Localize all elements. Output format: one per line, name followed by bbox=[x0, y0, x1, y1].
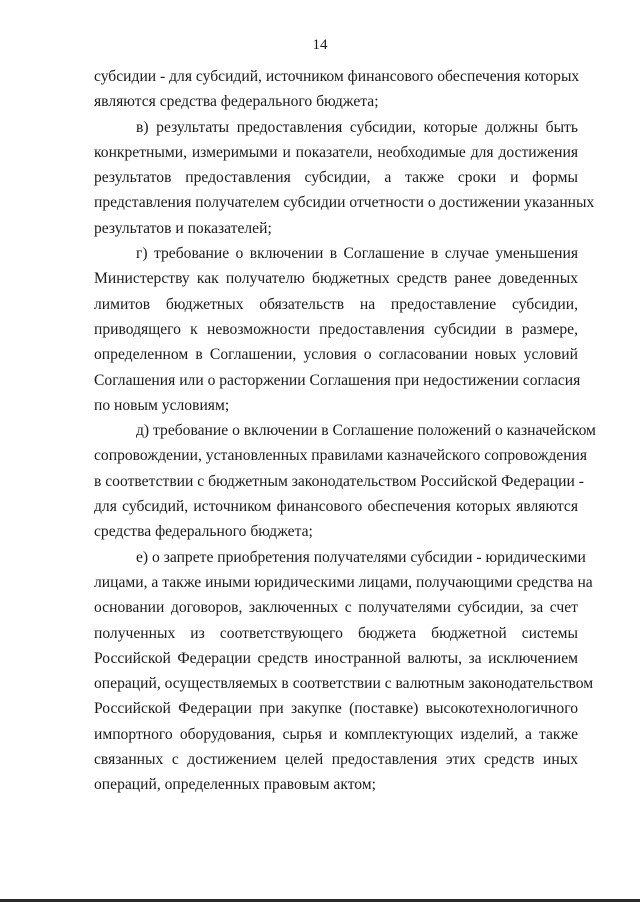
text-line: в соответствии с бюджетным законодательством Российской Федерации - bbox=[94, 472, 584, 490]
text-line: полученных из соответствующего бюджета бюджетной системы bbox=[94, 624, 578, 642]
text-line: приводящего к невозможности предоставления субсидии в размере, bbox=[94, 320, 578, 338]
text-line: е) о запрете приобретения получателями субсидии - юридическими bbox=[136, 548, 586, 566]
text-line: представления получателем субсидии отчетности о достижении указанных bbox=[94, 194, 595, 212]
text-line: Соглашения или о расторжении Соглашения при недостижении согласия bbox=[94, 371, 581, 389]
text-line: Российской Федерации при закупке (поставке) высокотехнологичного bbox=[94, 700, 578, 718]
text-line: субсидии - для субсидий, источником финансового обеспечения которых bbox=[94, 68, 580, 85]
body-text bbox=[94, 64, 596, 798]
text-line: лимитов бюджетных обязательств на предоставление субсидии, bbox=[94, 295, 578, 313]
text-line: определенном в Соглашении, условия о согласовании новых условий bbox=[94, 346, 578, 364]
text-line: средства федерального бюджета; bbox=[94, 523, 313, 541]
text-line: основании договоров, заключенных с получателями субсидии, за счет bbox=[94, 599, 578, 617]
text-line: конкретными, измеримыми и показатели, необходимые для достижения bbox=[94, 143, 578, 161]
bottom-edge-line bbox=[0, 899, 640, 902]
text-line: Российской Федерации средств иностранной валюты, за исключением bbox=[94, 649, 578, 667]
text-line: в) результаты предоставления субсидии, которые должны быть bbox=[136, 118, 578, 136]
page-number: 14 bbox=[312, 37, 328, 53]
text-line: сопровождении, установленных правилами казначейского сопровождения bbox=[94, 447, 588, 465]
text-line: результатов и показателей; bbox=[94, 219, 272, 237]
text-line: г) требование о включении в Соглашение в случае уменьшения bbox=[136, 245, 578, 263]
text-line: для субсидий, источником финансового обеспечения которых являются bbox=[94, 498, 578, 516]
text-line: д) требование о включении в Соглашение положений о казначейском bbox=[136, 422, 596, 440]
text-line: по новым условиям; bbox=[94, 396, 230, 414]
text-line: результатов предоставления субсидии, а также сроки и формы bbox=[94, 169, 578, 187]
text-line: Министерству как получателю бюджетных средств ранее доведенных bbox=[94, 270, 578, 288]
text-line: связанных с достижением целей предоставления этих средств иных bbox=[94, 751, 578, 769]
text-line: являются средства федерального бюджета; bbox=[94, 93, 379, 111]
text-line: импортного оборудования, сырья и комплектующих изделий, а также bbox=[94, 725, 578, 743]
text-line: операций, осуществляемых в соответствии с валютным законодательством bbox=[94, 675, 594, 693]
text-line: операций, определенных правовым актом; bbox=[94, 776, 377, 794]
text-line: лицами, а также иными юридическими лицами, получающими средства на bbox=[94, 573, 593, 591]
